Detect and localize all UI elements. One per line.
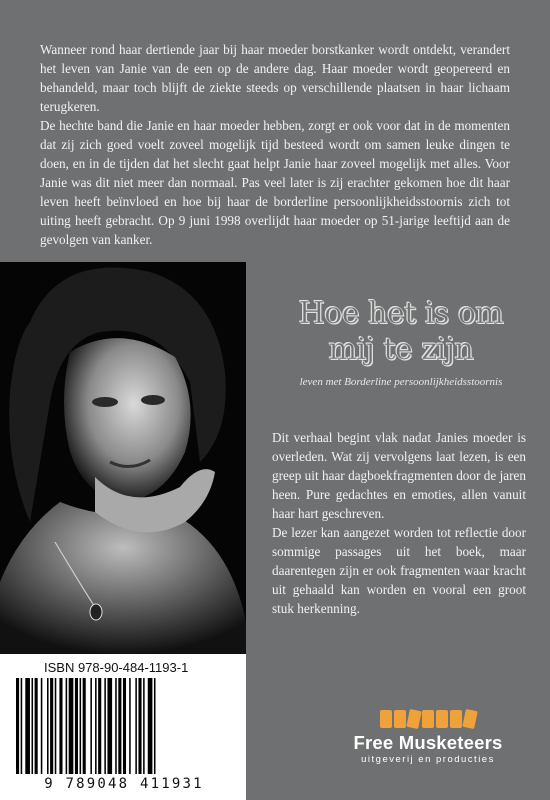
- portrait-photo: [0, 262, 246, 654]
- barcode-bar: [66, 678, 68, 774]
- barcode-bar: [104, 678, 106, 774]
- synopsis-paragraph-1: Wanneer rond haar dertiende jaar bij haar moeder borstkanker wordt ontdekt, verandert het leven van Janie van de een op de andere dag. Haar moeder wordt geopereerd en behandeld, maar toch blijft de ziekte steeds op verschillende plaatsen in haar lichaam terugkeren.: [40, 42, 510, 114]
- barcode-bar: [154, 678, 156, 774]
- barcode-bar: [41, 678, 43, 774]
- barcode-bar: [80, 678, 82, 774]
- blurb-text: [272, 428, 526, 618]
- barcode-bar: [135, 678, 137, 774]
- synopsis-paragraph-2: De hechte band die Janie en haar moeder hebben, zorgt er ook voor dat in de momenten dat zij zich goed voelt zoveel mogelijk tijd besteed wordt om samen leuke dingen te doen, en in de tijden dat het slecht gaat helpt Janie haar zoveel mogelijk met alles. Voor Janie was dit niet meer dan normaal. Pas veel later is zij erachter gekomen hoe dit haar leven heeft beïnvloed en hoe bij haar de borderline persoonlijkheidsstoornis zich tot uiting heeft gebracht. Op 9 juni 1998 overlijdt haar moeder op 51-jarige leeftijd aan de gevolgen van kanker.: [40, 118, 510, 247]
- publisher-name: Free Musketeers: [353, 732, 503, 753]
- publisher-tagline: uitgeverij en producties: [361, 754, 495, 765]
- barcode-bar: [75, 678, 78, 774]
- books-logo-icon: [318, 708, 538, 728]
- synopsis-text: [40, 40, 510, 249]
- book-subtitle: leven met Borderline persoonlijkheidsstoornis: [299, 376, 503, 388]
- blurb-paragraph-2: De lezer kan aangezet worden tot reflectie door sommige passages uit het boek, maar daarentegen zijn er ook fragmenten waar kracht uit gehaald kan worden en vooral een groot stuk herkenning.: [272, 525, 526, 616]
- barcode-bar: [123, 678, 126, 774]
- barcode-bar: [47, 678, 49, 774]
- barcode-bar: [32, 678, 34, 774]
- barcode-bar: [107, 678, 112, 774]
- barcode-bar: [55, 678, 57, 774]
- barcode-bar: [143, 678, 145, 774]
- barcode-bar: [148, 678, 153, 774]
- barcode-bar: [25, 678, 30, 774]
- barcode-bar: [69, 678, 74, 774]
- barcode-graphic: [16, 678, 230, 776]
- barcode-bar: [129, 678, 131, 774]
- barcode-bar: [90, 678, 92, 774]
- barcode-bar: [138, 678, 141, 774]
- blurb-paragraph-1: Dit verhaal begint vlak nadat Janies moeder is overleden. Wat zij vervolgens laat lezen, is een greep uit haar dagboekfragmenten door de jaren heen. Pure gedachtes en emoties, allen vanuit haar hart geschreven.: [272, 430, 526, 521]
- barcode-number: 9 789048 411931: [44, 776, 204, 792]
- title-line-1: Hoe het is om: [298, 296, 504, 331]
- barcode-bar: [21, 678, 23, 774]
- barcode-bar: [115, 678, 117, 774]
- barcode-bar: [35, 678, 38, 774]
- barcode-bar: [98, 678, 101, 774]
- barcode-bar: [50, 678, 53, 774]
- title-line-2: mij te zijn: [328, 332, 474, 367]
- book-title: [262, 296, 540, 368]
- isbn-label: ISBN 978-90-484-1193-1: [44, 660, 189, 675]
- barcode-area: [0, 654, 246, 800]
- barcode-bar: [59, 678, 62, 774]
- barcode-bar: [95, 678, 97, 774]
- barcode-bar: [83, 678, 86, 774]
- barcode-bar: [16, 678, 19, 774]
- barcode-bar: [118, 678, 121, 774]
- publisher-logo: [318, 708, 538, 765]
